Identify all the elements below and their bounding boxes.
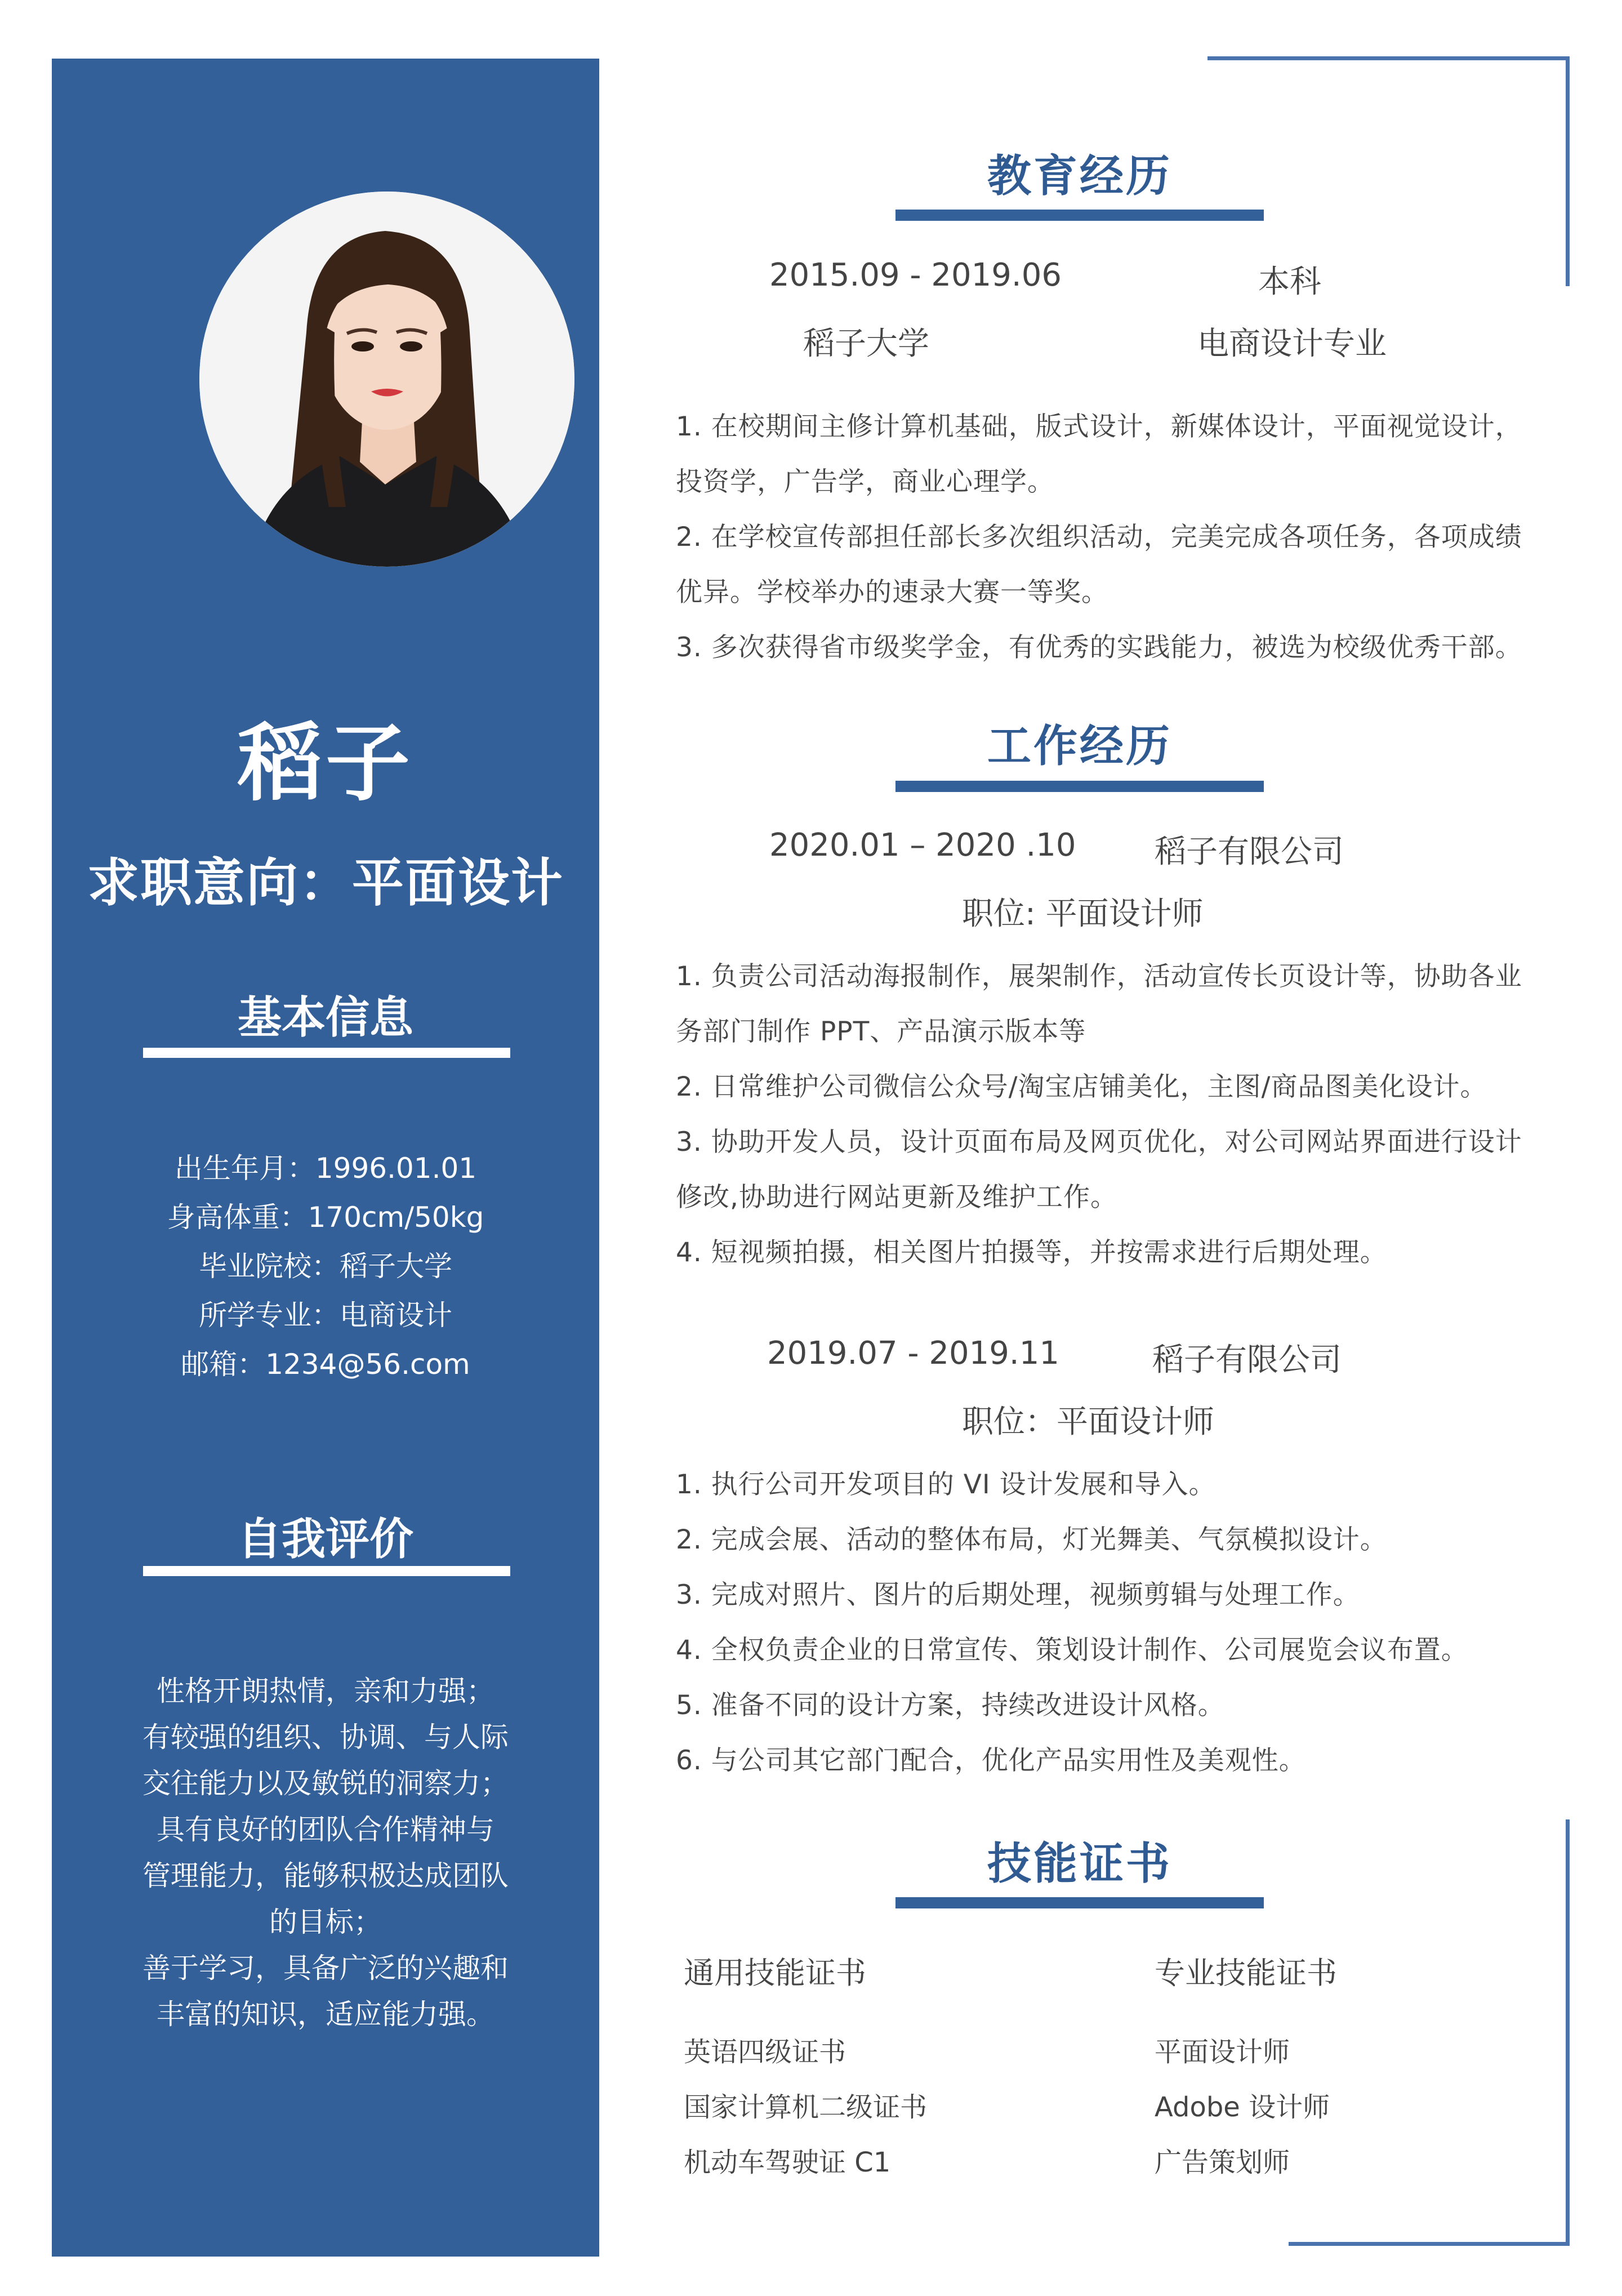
self-eval-line: 具有良好的团队合作精神与: [157, 1813, 494, 1846]
work-title: 工作经历: [987, 721, 1172, 772]
frame-top-line: [1207, 56, 1569, 60]
education-line: 2. 在学校宣传部担任部长多次组织活动，完美完成各项任务，各项成绩: [676, 522, 1522, 553]
general-cert-item: 国家计算机二级证书: [684, 2092, 928, 2123]
job-objective: 求职意向：平面设计: [87, 853, 564, 913]
self-eval-line: 善于学习，具备广泛的兴趣和: [142, 1952, 509, 1984]
frame-top-right-vertical: [1566, 56, 1570, 286]
job-position: 职位：平面设计师: [962, 1404, 1214, 1440]
job-duty-line: 4. 全权负责企业的日常宣传、策划设计制作、公司展览会议布置。: [676, 1635, 1468, 1666]
job-duty-line: 2. 日常维护公司微信公众号/淘宝店铺美化，主图/商品图美化设计。: [676, 1071, 1487, 1102]
professional-cert-item: 广告策划师: [1155, 2147, 1290, 2178]
skills-title-bar: [895, 1897, 1264, 1908]
portrait-illustration: [199, 192, 574, 567]
job-duty-line: 务部门制作 PPT、产品演示版本等: [676, 1016, 1086, 1047]
info-email: 邮箱：1234@56.com: [181, 1348, 470, 1381]
education-school: 稻子大学: [803, 326, 929, 362]
general-cert-heading: 通用技能证书: [684, 1955, 866, 1991]
education-title: 教育经历: [987, 151, 1172, 202]
job-duty-line: 修改,协助进行网站更新及维护工作。: [676, 1182, 1117, 1213]
candidate-name: 稻子: [237, 715, 413, 813]
education-degree: 本科: [1258, 264, 1321, 300]
info-birth: 出生年月：1996.01.01: [174, 1152, 477, 1185]
job-duty-line: 3. 完成对照片、图片的后期处理，视频剪辑与处理工作。: [676, 1579, 1360, 1610]
job-company: 稻子有限公司: [1152, 1342, 1342, 1378]
education-line: 3. 多次获得省市级奖学金，有优秀的实践能力，被选为校级优秀干部。: [676, 632, 1522, 663]
job-duty-line: 1. 执行公司开发项目的 VI 设计发展和导入。: [676, 1469, 1216, 1500]
job-company: 稻子有限公司: [1155, 834, 1344, 870]
self-eval-line: 有较强的组织、协调、与人际: [142, 1721, 509, 1754]
self-eval-line: 管理能力，能够积极达成团队: [142, 1859, 509, 1892]
self-eval-divider: [143, 1566, 510, 1576]
job-duty-line: 1. 负责公司活动海报制作，展架制作，活动宣传长页设计等，协助各业: [676, 961, 1522, 992]
job-duty-line: 2. 完成会展、活动的整体布局，灯光舞美、气氛模拟设计。: [676, 1524, 1387, 1555]
frame-bottom-line: [1289, 2242, 1570, 2246]
general-cert-item: 英语四级证书: [684, 2036, 846, 2068]
work-title-bar: [895, 781, 1264, 792]
education-line: 优异。学校举办的速录大赛一等奖。: [676, 577, 1108, 608]
profile-photo: [199, 192, 574, 567]
general-cert-item: 机动车驾驶证 C1: [684, 2147, 891, 2178]
frame-bottom-right-vertical: [1566, 1819, 1570, 2245]
self-eval-heading: 自我评价: [237, 1514, 413, 1565]
education-line: 投资学，广告学，商业心理学。: [676, 466, 1054, 497]
job-period: 2019.07 - 2019.11: [767, 1335, 1059, 1372]
skills-title: 技能证书: [987, 1839, 1172, 1889]
self-eval-line: 性格开朗热情，亲和力强；: [157, 1675, 494, 1707]
professional-cert-item: Adobe 设计师: [1155, 2092, 1330, 2123]
job-duty-line: 4. 短视频拍摄，相关图片拍摄等，并按需求进行后期处理。: [676, 1237, 1387, 1268]
info-height-weight: 身高体重：170cm/50kg: [167, 1201, 484, 1234]
self-eval-line: 丰富的知识，适应能力强。: [157, 1998, 494, 2031]
job-duty-line: 6. 与公司其它部门配合，优化产品实用性及美观性。: [676, 1745, 1306, 1776]
job-position: 职位: 平面设计师: [962, 896, 1204, 932]
info-major: 所学专业：电商设计: [199, 1299, 452, 1332]
education-period: 2015.09 - 2019.06: [769, 257, 1062, 293]
info-school: 毕业院校：稻子大学: [199, 1250, 452, 1283]
education-major: 电商设计专业: [1197, 326, 1387, 362]
basic-info-heading: 基本信息: [237, 993, 413, 1043]
sidebar: [52, 59, 599, 2257]
professional-cert-item: 平面设计师: [1155, 2036, 1290, 2068]
professional-cert-heading: 专业技能证书: [1155, 1955, 1337, 1991]
job-duty-line: 3. 协助开发人员，设计页面布局及网页优化，对公司网站界面进行设计: [676, 1127, 1522, 1158]
self-eval-line: 的目标；: [269, 1906, 382, 1938]
job-duty-line: 5. 准备不同的设计方案，持续改进设计风格。: [676, 1690, 1225, 1721]
education-line: 1. 在校期间主修计算机基础，版式设计，新媒体设计，平面视觉设计，: [676, 411, 1522, 442]
education-title-bar: [895, 210, 1264, 221]
job-period: 2020.01 – 2020 .10: [769, 827, 1076, 864]
basic-info-divider: [143, 1048, 510, 1058]
self-eval-line: 交往能力以及敏锐的洞察力；: [142, 1767, 509, 1800]
